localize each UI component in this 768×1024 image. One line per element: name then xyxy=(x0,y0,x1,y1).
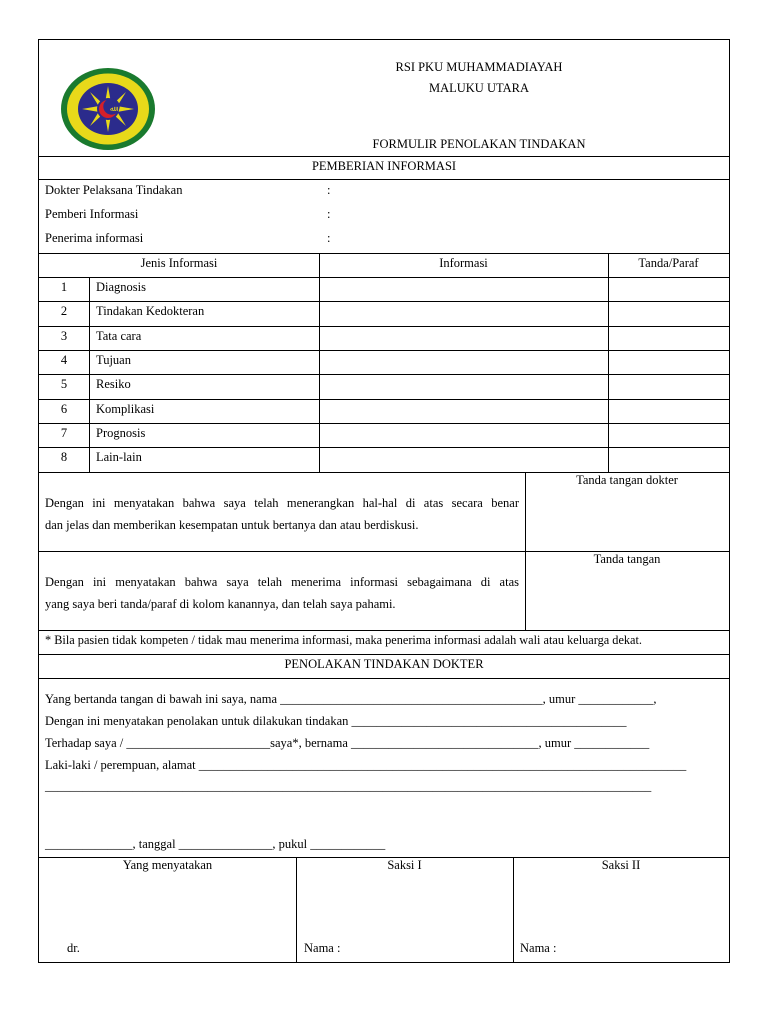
patient-signature-label: Tanda tangan xyxy=(593,552,661,566)
table-row-no: 3 xyxy=(60,329,68,343)
table-row-jenis: Lain-lain xyxy=(96,450,142,464)
table-row-no: 2 xyxy=(60,304,68,318)
field-penerima-sep: : xyxy=(327,231,331,245)
logo-monogram-text: ﷲ xyxy=(109,105,115,113)
signature-col-bottom: Nama : xyxy=(520,941,557,955)
doctor-statement xyxy=(45,492,519,536)
field-pemberi-label: Pemberi Informasi xyxy=(45,207,139,221)
hospital-logo-icon xyxy=(59,66,157,152)
refusal-date-line: ______________, tanggal _______________, pukul ____________ xyxy=(45,837,386,851)
table-row-jenis: Tujuan xyxy=(96,353,131,367)
refusal-line-terhadap: Terhadap saya / _______________________saya*, bernama ______________________________, umur ____________ xyxy=(45,736,650,750)
table-row-jenis: Resiko xyxy=(96,377,131,391)
signature-col-title: Yang menyatakan xyxy=(122,858,213,872)
table-row-no: 4 xyxy=(60,353,68,367)
table-row-no: 7 xyxy=(60,426,68,440)
section-title-info: PEMBERIAN INFORMASI xyxy=(311,159,457,173)
signature-col-bottom: Nama : xyxy=(304,941,341,955)
institution-region: MALUKU UTARA xyxy=(428,81,530,95)
field-dokter-sep: : xyxy=(327,183,331,197)
refusal-line-name: Yang bertanda tangan di bawah ini saya, nama __________________________________________, umur ____________, xyxy=(45,692,657,706)
refusal-line-alamat-cont: _________________________________________________________________________________________________ xyxy=(45,779,652,793)
table-row-jenis: Prognosis xyxy=(96,426,146,440)
signature-col-title: Saksi II xyxy=(601,858,641,872)
footnote: * Bila pasien tidak kompeten / tidak mau menerima informasi, maka penerima informasi adalah wali atau keluarga dekat. xyxy=(45,633,642,647)
patient-statement xyxy=(45,571,519,615)
patient-statement-line2: yang saya beri tanda/paraf di kolom kanannya, dan telah saya pahami. xyxy=(45,597,396,611)
signature-col-title: Saksi I xyxy=(387,858,422,872)
field-pemberi-sep: : xyxy=(327,207,331,221)
section-title-refusal: PENOLAKAN TINDAKAN DOKTER xyxy=(284,657,484,671)
table-header-jenis: Jenis Informasi xyxy=(140,256,218,270)
doctor-signature-label: Tanda tangan dokter xyxy=(576,473,678,487)
table-row-jenis: Tindakan Kedokteran xyxy=(96,304,205,318)
doctor-statement-line2: dan jelas dan memberikan kesempatan untuk bertanya dan atau berdiskusi. xyxy=(45,518,419,532)
table-row-jenis: Tata cara xyxy=(96,329,142,343)
table-header-tanda: Tanda/Paraf xyxy=(638,256,699,270)
doctor-statement-line1: Dengan ini menyatakan bahwa saya telah menerangkan hal-hal di atas secara benar xyxy=(45,496,519,510)
table-row-no: 5 xyxy=(60,377,68,391)
signature-col-bottom: dr. xyxy=(67,941,80,955)
institution-name: RSI PKU MUHAMMADIAYAH xyxy=(395,60,563,74)
table-row-no: 1 xyxy=(60,280,68,294)
form-frame xyxy=(38,39,730,963)
patient-statement-line1: Dengan ini menyatakan bahwa saya telah menerima informasi sebagaimana di atas xyxy=(45,575,519,589)
table-row-no: 6 xyxy=(60,402,68,416)
form-title: FORMULIR PENOLAKAN TINDAKAN xyxy=(372,137,586,151)
field-dokter-label: Dokter Pelaksana Tindakan xyxy=(45,183,183,197)
field-penerima-label: Penerima informasi xyxy=(45,231,144,245)
refusal-line-tindakan: Dengan ini menyatakan penolakan untuk dilakukan tindakan ____________________________________________ xyxy=(45,714,627,728)
refusal-line-alamat: Laki-laki / perempuan, alamat ______________________________________________________________________________ xyxy=(45,758,687,772)
table-row-jenis: Diagnosis xyxy=(96,280,146,294)
table-header-informasi: Informasi xyxy=(439,256,488,270)
table-row-jenis: Komplikasi xyxy=(96,402,155,416)
table-row-no: 8 xyxy=(60,450,68,464)
